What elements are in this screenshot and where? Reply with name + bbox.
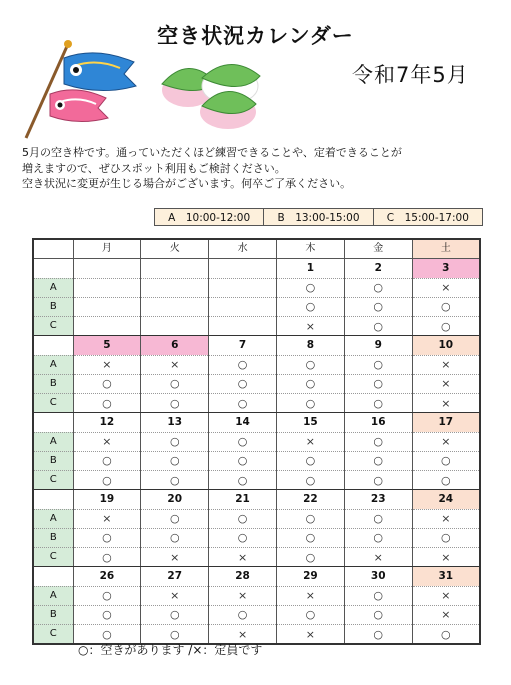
weekday-header: 水 bbox=[209, 239, 277, 259]
day-number: 21 bbox=[209, 490, 277, 509]
slot-label: C bbox=[33, 625, 73, 645]
slot-label: A bbox=[33, 586, 73, 605]
day-number: 17 bbox=[412, 413, 480, 432]
availability-mark: ○ bbox=[276, 548, 344, 567]
day-row-label bbox=[33, 490, 73, 509]
availability-mark: × bbox=[412, 605, 480, 624]
availability-mark: ○ bbox=[412, 297, 480, 316]
day-number: 1 bbox=[276, 259, 344, 278]
day-number: 16 bbox=[344, 413, 412, 432]
slot-legend-b: B 13:00-15:00 bbox=[263, 209, 372, 225]
day-number: 7 bbox=[209, 336, 277, 355]
availability-mark: ○ bbox=[209, 374, 277, 393]
availability-mark: ○ bbox=[73, 605, 141, 624]
slot-label: A bbox=[33, 432, 73, 451]
availability-mark: ○ bbox=[276, 451, 344, 470]
availability-mark bbox=[73, 297, 141, 316]
day-number: 26 bbox=[73, 567, 141, 586]
day-number: 28 bbox=[209, 567, 277, 586]
weekday-header: 月 bbox=[73, 239, 141, 259]
availability-mark: ○ bbox=[344, 394, 412, 413]
time-slot-legend bbox=[154, 208, 483, 226]
availability-calendar bbox=[32, 238, 481, 645]
availability-mark: ○ bbox=[344, 471, 412, 490]
availability-mark bbox=[209, 278, 277, 297]
day-row-label bbox=[33, 336, 73, 355]
day-number: 5 bbox=[73, 336, 141, 355]
availability-mark: × bbox=[276, 586, 344, 605]
availability-mark: × bbox=[73, 509, 141, 528]
availability-mark: × bbox=[209, 586, 277, 605]
availability-mark bbox=[141, 297, 209, 316]
availability-mark: × bbox=[412, 278, 480, 297]
day-number: 31 bbox=[412, 567, 480, 586]
availability-mark: ○ bbox=[276, 509, 344, 528]
availability-mark: ○ bbox=[141, 451, 209, 470]
day-number: 22 bbox=[276, 490, 344, 509]
availability-mark: ○ bbox=[412, 471, 480, 490]
availability-mark bbox=[73, 278, 141, 297]
slot-label: A bbox=[33, 509, 73, 528]
availability-mark: × bbox=[141, 586, 209, 605]
availability-mark: × bbox=[276, 625, 344, 645]
availability-mark: × bbox=[412, 374, 480, 393]
availability-mark: × bbox=[412, 355, 480, 374]
pink-carp-icon bbox=[50, 90, 108, 122]
day-number: 10 bbox=[412, 336, 480, 355]
availability-mark: ○ bbox=[73, 471, 141, 490]
availability-mark: ○ bbox=[344, 278, 412, 297]
availability-mark: ○ bbox=[73, 625, 141, 645]
availability-mark: ○ bbox=[209, 471, 277, 490]
availability-mark: ○ bbox=[344, 317, 412, 336]
day-number: 23 bbox=[344, 490, 412, 509]
availability-mark: ○ bbox=[344, 297, 412, 316]
availability-mark: ○ bbox=[344, 451, 412, 470]
day-number: 2 bbox=[344, 259, 412, 278]
slot-label: B bbox=[33, 605, 73, 624]
availability-mark: ○ bbox=[276, 528, 344, 547]
availability-mark: ○ bbox=[209, 509, 277, 528]
availability-mark: ○ bbox=[141, 528, 209, 547]
slot-label: C bbox=[33, 317, 73, 336]
availability-mark: ○ bbox=[276, 394, 344, 413]
availability-mark bbox=[141, 317, 209, 336]
blue-carp-icon bbox=[64, 53, 136, 91]
availability-mark: ○ bbox=[412, 451, 480, 470]
availability-mark: ○ bbox=[344, 355, 412, 374]
availability-mark: ○ bbox=[276, 605, 344, 624]
koinobori-illustration bbox=[16, 38, 146, 148]
availability-mark: × bbox=[73, 432, 141, 451]
day-number: 3 bbox=[412, 259, 480, 278]
day-number: 15 bbox=[276, 413, 344, 432]
day-number: 12 bbox=[73, 413, 141, 432]
availability-mark: ○ bbox=[344, 432, 412, 451]
availability-mark: × bbox=[209, 548, 277, 567]
availability-mark: ○ bbox=[141, 374, 209, 393]
availability-mark: ○ bbox=[276, 297, 344, 316]
availability-mark: ○ bbox=[412, 625, 480, 645]
availability-mark: ○ bbox=[209, 394, 277, 413]
availability-mark: ○ bbox=[209, 605, 277, 624]
weekday-header: 土 bbox=[412, 239, 480, 259]
notice-text bbox=[22, 145, 402, 192]
availability-mark: ○ bbox=[73, 586, 141, 605]
day-number: 27 bbox=[141, 567, 209, 586]
mark-legend: ○：空きがあります /×：定員です bbox=[78, 643, 263, 657]
month-subtitle: 令和7年5月 bbox=[352, 63, 469, 87]
availability-mark: ○ bbox=[73, 394, 141, 413]
availability-mark: ○ bbox=[141, 605, 209, 624]
slot-label: C bbox=[33, 471, 73, 490]
availability-mark: × bbox=[344, 548, 412, 567]
slot-label: B bbox=[33, 297, 73, 316]
availability-mark: × bbox=[412, 432, 480, 451]
slot-label: B bbox=[33, 528, 73, 547]
kashiwa-mochi-illustration bbox=[158, 52, 270, 134]
day-number: 13 bbox=[141, 413, 209, 432]
availability-mark bbox=[209, 297, 277, 316]
day-number: 14 bbox=[209, 413, 277, 432]
availability-mark: × bbox=[141, 548, 209, 567]
day-number bbox=[73, 259, 141, 278]
day-number: 20 bbox=[141, 490, 209, 509]
availability-mark: × bbox=[276, 317, 344, 336]
availability-mark: ○ bbox=[141, 471, 209, 490]
availability-mark: ○ bbox=[73, 374, 141, 393]
availability-mark: × bbox=[412, 548, 480, 567]
availability-mark: ○ bbox=[73, 528, 141, 547]
availability-mark bbox=[141, 278, 209, 297]
day-number: 30 bbox=[344, 567, 412, 586]
availability-mark: ○ bbox=[209, 432, 277, 451]
day-number: 24 bbox=[412, 490, 480, 509]
availability-mark: × bbox=[412, 586, 480, 605]
availability-mark: × bbox=[141, 355, 209, 374]
notice-line: 5月の空き枠です。通っていただくほど練習できることや、定着できることが bbox=[22, 146, 402, 159]
day-row-label bbox=[33, 259, 73, 278]
day-number: 29 bbox=[276, 567, 344, 586]
availability-mark: ○ bbox=[73, 548, 141, 567]
availability-mark: ○ bbox=[276, 278, 344, 297]
availability-mark: ○ bbox=[141, 394, 209, 413]
availability-mark bbox=[73, 317, 141, 336]
weekday-header: 金 bbox=[344, 239, 412, 259]
availability-mark: ○ bbox=[412, 528, 480, 547]
availability-mark: ○ bbox=[276, 471, 344, 490]
availability-mark: ○ bbox=[141, 509, 209, 528]
day-number: 9 bbox=[344, 336, 412, 355]
slot-legend-c: C 15:00-17:00 bbox=[373, 209, 482, 225]
day-number: 19 bbox=[73, 490, 141, 509]
availability-mark: ○ bbox=[141, 432, 209, 451]
availability-mark: ○ bbox=[412, 317, 480, 336]
availability-mark bbox=[209, 317, 277, 336]
day-row-label bbox=[33, 413, 73, 432]
availability-mark: × bbox=[73, 355, 141, 374]
availability-mark: ○ bbox=[344, 605, 412, 624]
availability-mark: ○ bbox=[276, 355, 344, 374]
day-number: 6 bbox=[141, 336, 209, 355]
day-number bbox=[209, 259, 277, 278]
slot-label: C bbox=[33, 548, 73, 567]
page-title: 空き状況カレンダー bbox=[157, 24, 354, 48]
slot-label: A bbox=[33, 278, 73, 297]
availability-mark: ○ bbox=[73, 451, 141, 470]
availability-mark: × bbox=[276, 432, 344, 451]
slot-label: B bbox=[33, 451, 73, 470]
slot-legend-a: A 10:00-12:00 bbox=[168, 211, 251, 224]
availability-mark: ○ bbox=[344, 528, 412, 547]
availability-mark: ○ bbox=[344, 586, 412, 605]
availability-mark: ○ bbox=[209, 355, 277, 374]
availability-mark: ○ bbox=[209, 451, 277, 470]
slot-label: C bbox=[33, 394, 73, 413]
slot-label: B bbox=[33, 374, 73, 393]
weekday-header: 火 bbox=[141, 239, 209, 259]
availability-mark: ○ bbox=[344, 374, 412, 393]
day-row-label bbox=[33, 567, 73, 586]
availability-mark: × bbox=[412, 509, 480, 528]
availability-mark: ○ bbox=[344, 625, 412, 645]
availability-mark: × bbox=[209, 625, 277, 645]
day-number: 8 bbox=[276, 336, 344, 355]
availability-mark: ○ bbox=[276, 374, 344, 393]
availability-mark: × bbox=[412, 394, 480, 413]
availability-mark: ○ bbox=[344, 509, 412, 528]
notice-line: 増えますので、ぜひスポット利用もご検討ください。 bbox=[22, 161, 286, 175]
availability-mark: ○ bbox=[209, 528, 277, 547]
corner-cell bbox=[33, 239, 73, 259]
notice-line: 空き状況に変更が生じる場合がございます。何卒ご了承ください。 bbox=[22, 177, 352, 190]
availability-mark: ○ bbox=[141, 625, 209, 645]
mochi-icon bbox=[162, 64, 260, 129]
day-number bbox=[141, 259, 209, 278]
slot-label: A bbox=[33, 355, 73, 374]
weekday-header: 木 bbox=[276, 239, 344, 259]
